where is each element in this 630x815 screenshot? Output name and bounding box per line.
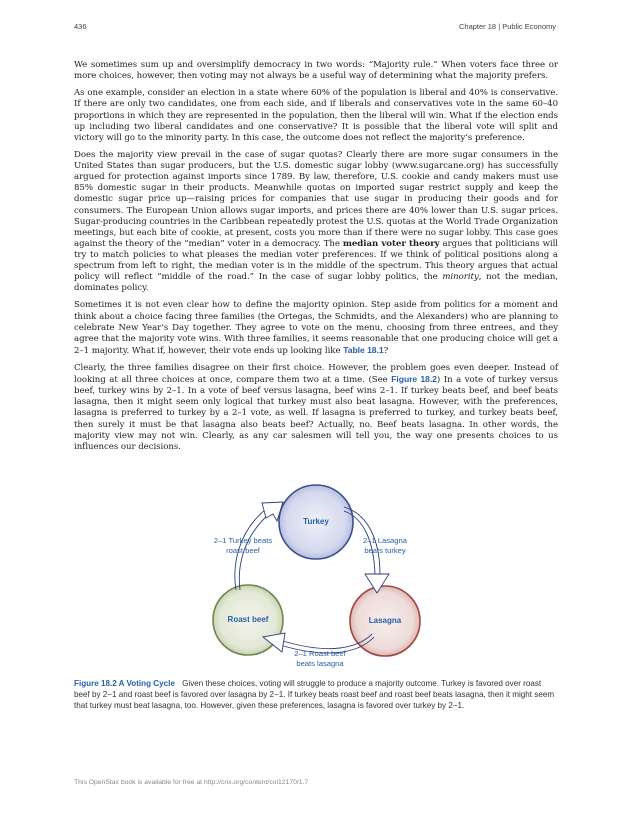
bottom-arrow-label-line2: beats lasagna (296, 659, 344, 668)
paragraph-3-text-c: , not the median, dominates policy. (74, 272, 558, 294)
figure-caption (74, 678, 558, 712)
left-arrow-label-line1: 2–1 Turkey beats (213, 536, 273, 545)
page-number: 436 (74, 22, 87, 31)
paragraph-5-text-a: Clearly, the three families disagree on their first choice. However, the problem goes even deeper. Instead of looking at all three choices at once, compare them two at a time. (See (74, 363, 558, 386)
table-18-1-link[interactable]: Table 18.1 (343, 344, 384, 355)
paragraph-2: As one example, consider an election in a state where 60% of the population is liberal and 40% is conservative. If there are only two candidates, one from each side, and if liberals and conservatives vote in the same 60–40 proportions in which they are represented in the population, then the liberal will win. What if the election ends up including two liberal candidates and one conservative? It is possible that the liberal vote will split and victory will go to the minority party. In this case, the outcome does not reflect the majority’s preference. (74, 88, 558, 143)
page-header (74, 22, 556, 34)
paragraph-5-text-b: ) In a vote of turkey versus beef, turkey wins by 2–1. In a vote of beef versus lasagna, beef wins 2–1. If turkey beats beef, and beef beats lasagna, then it might seem only logical that turkey must also beat lasagna. However, with the preferences, lasagna is preferred to turkey by a 2–1 vote, as well. If lasagna is preferred to turkey, and turkey beats beef, then surely it must be that lasagna also beats beef? Actually, no. Beef beats lasagna. In other words, the majority view may not win. Clearly, as any car salesmen will tell you, the way one presents choices to us influences our decisions. (74, 375, 559, 452)
figure-caption-text: Given these choices, voting will struggle to produce a majority outcome. Turkey is favored over roast beef by 2−1 and roast beef is favored over lasagna by 2−1. If turkey beats roast beef and roast beef beats lasagna, then it might seem that turkey must beat lasagna, too. However, given these preferences, lasagna is favored over turkey by 2−1. (74, 679, 555, 711)
paragraph-4 (74, 300, 558, 356)
voting-cycle-diagram (0, 470, 630, 670)
chapter-title: Chapter 18 | Public Economy (459, 22, 556, 31)
paragraph-1: We sometimes sum up and oversimplify democracy in two words: “Majority rule.” When voters face three or more choices, however, then voting may not always be a useful way of determining what the majority prefers. (74, 60, 558, 82)
lasagna-node (350, 586, 420, 656)
emphasis-minority: minority (442, 272, 479, 283)
turkey-node (279, 485, 353, 559)
paragraph-4-text-b: ? (383, 345, 389, 356)
paragraph-3 (74, 150, 558, 294)
body-text (74, 60, 558, 459)
figure-18-2-link[interactable]: Figure 18.2 (391, 374, 437, 385)
paragraph-3-text-a: Does the majority view prevail in the case of sugar quotas? Clearly there are more sugar consumers in the United States than sugar producers, but the U.S. domestic sugar lobby (www.sugarcane.org) has successfully argued for protection against imports since 1789. By law, therefore, U.S. cookie and candy makers must use 85% domestic sugar in their products. Meanwhile quotas on imported sugar restrict supply and keep the domestic sugar price up—raising prices for companies that use sugar in producing their goods and for consumers. The European Union allows sugar imports, and prices there are 40% lower than U.S. sugar prices. Sugar-producing countries in the Caribbean repeatedly protest the U.S. quotas at the World Trade Organization meetings, but each bite of cookie, at present, costs you more than if there were no sugar lobby. This case goes against the theory of the “median” voter in a democracy. The (74, 150, 558, 249)
paragraph-5 (74, 363, 558, 453)
figure-caption-title: Figure 18.2 A Voting Cycle (74, 679, 175, 688)
right-arrow-label-line1: 2–1 Lasagna (363, 536, 407, 545)
voting-cycle-figure (0, 470, 630, 670)
lasagna-label: Lasagna (368, 616, 402, 625)
paragraph-4-text-a: Sometimes it is not even clear how to define the majority opinion. Step aside from politics for a moment and think about a choice facing three families (the Ortegas, the Schmidts, and the Alexanders) who are planning to celebrate New Year’s Day together. They agree to vote on the menu, choosing from three entrees, and they agree that the majority vote wins. With three families, it seems reasonable that one producing choice will get a 2–1 majority. What if, however, their vote ends up looking like (74, 300, 558, 356)
turkey-label: Turkey (303, 517, 329, 526)
left-arrow-label-line2: roast beef (226, 546, 260, 555)
paragraph-3-text-b: argues that politicians will try to match policies to what pleases the median voter preferences. If we think of political positions along a spectrum from left to right, the median voter is in the middle of the spectrum. This theory argues that actual policy will reflect “middle of the road.” In the case of sugar lobby politics, the (74, 238, 558, 283)
roast-beef-label: Roast beef (227, 615, 269, 624)
right-arrow-label-line2: beats turkey (364, 546, 406, 555)
page-footer: This OpenStax book is available for free at http://cnx.org/content/col12170/1.7 (74, 779, 309, 786)
key-term-median-voter-theory: median voter theory (342, 238, 440, 249)
bottom-arrow-label-line1: 2–1 Roast beef (294, 649, 346, 658)
